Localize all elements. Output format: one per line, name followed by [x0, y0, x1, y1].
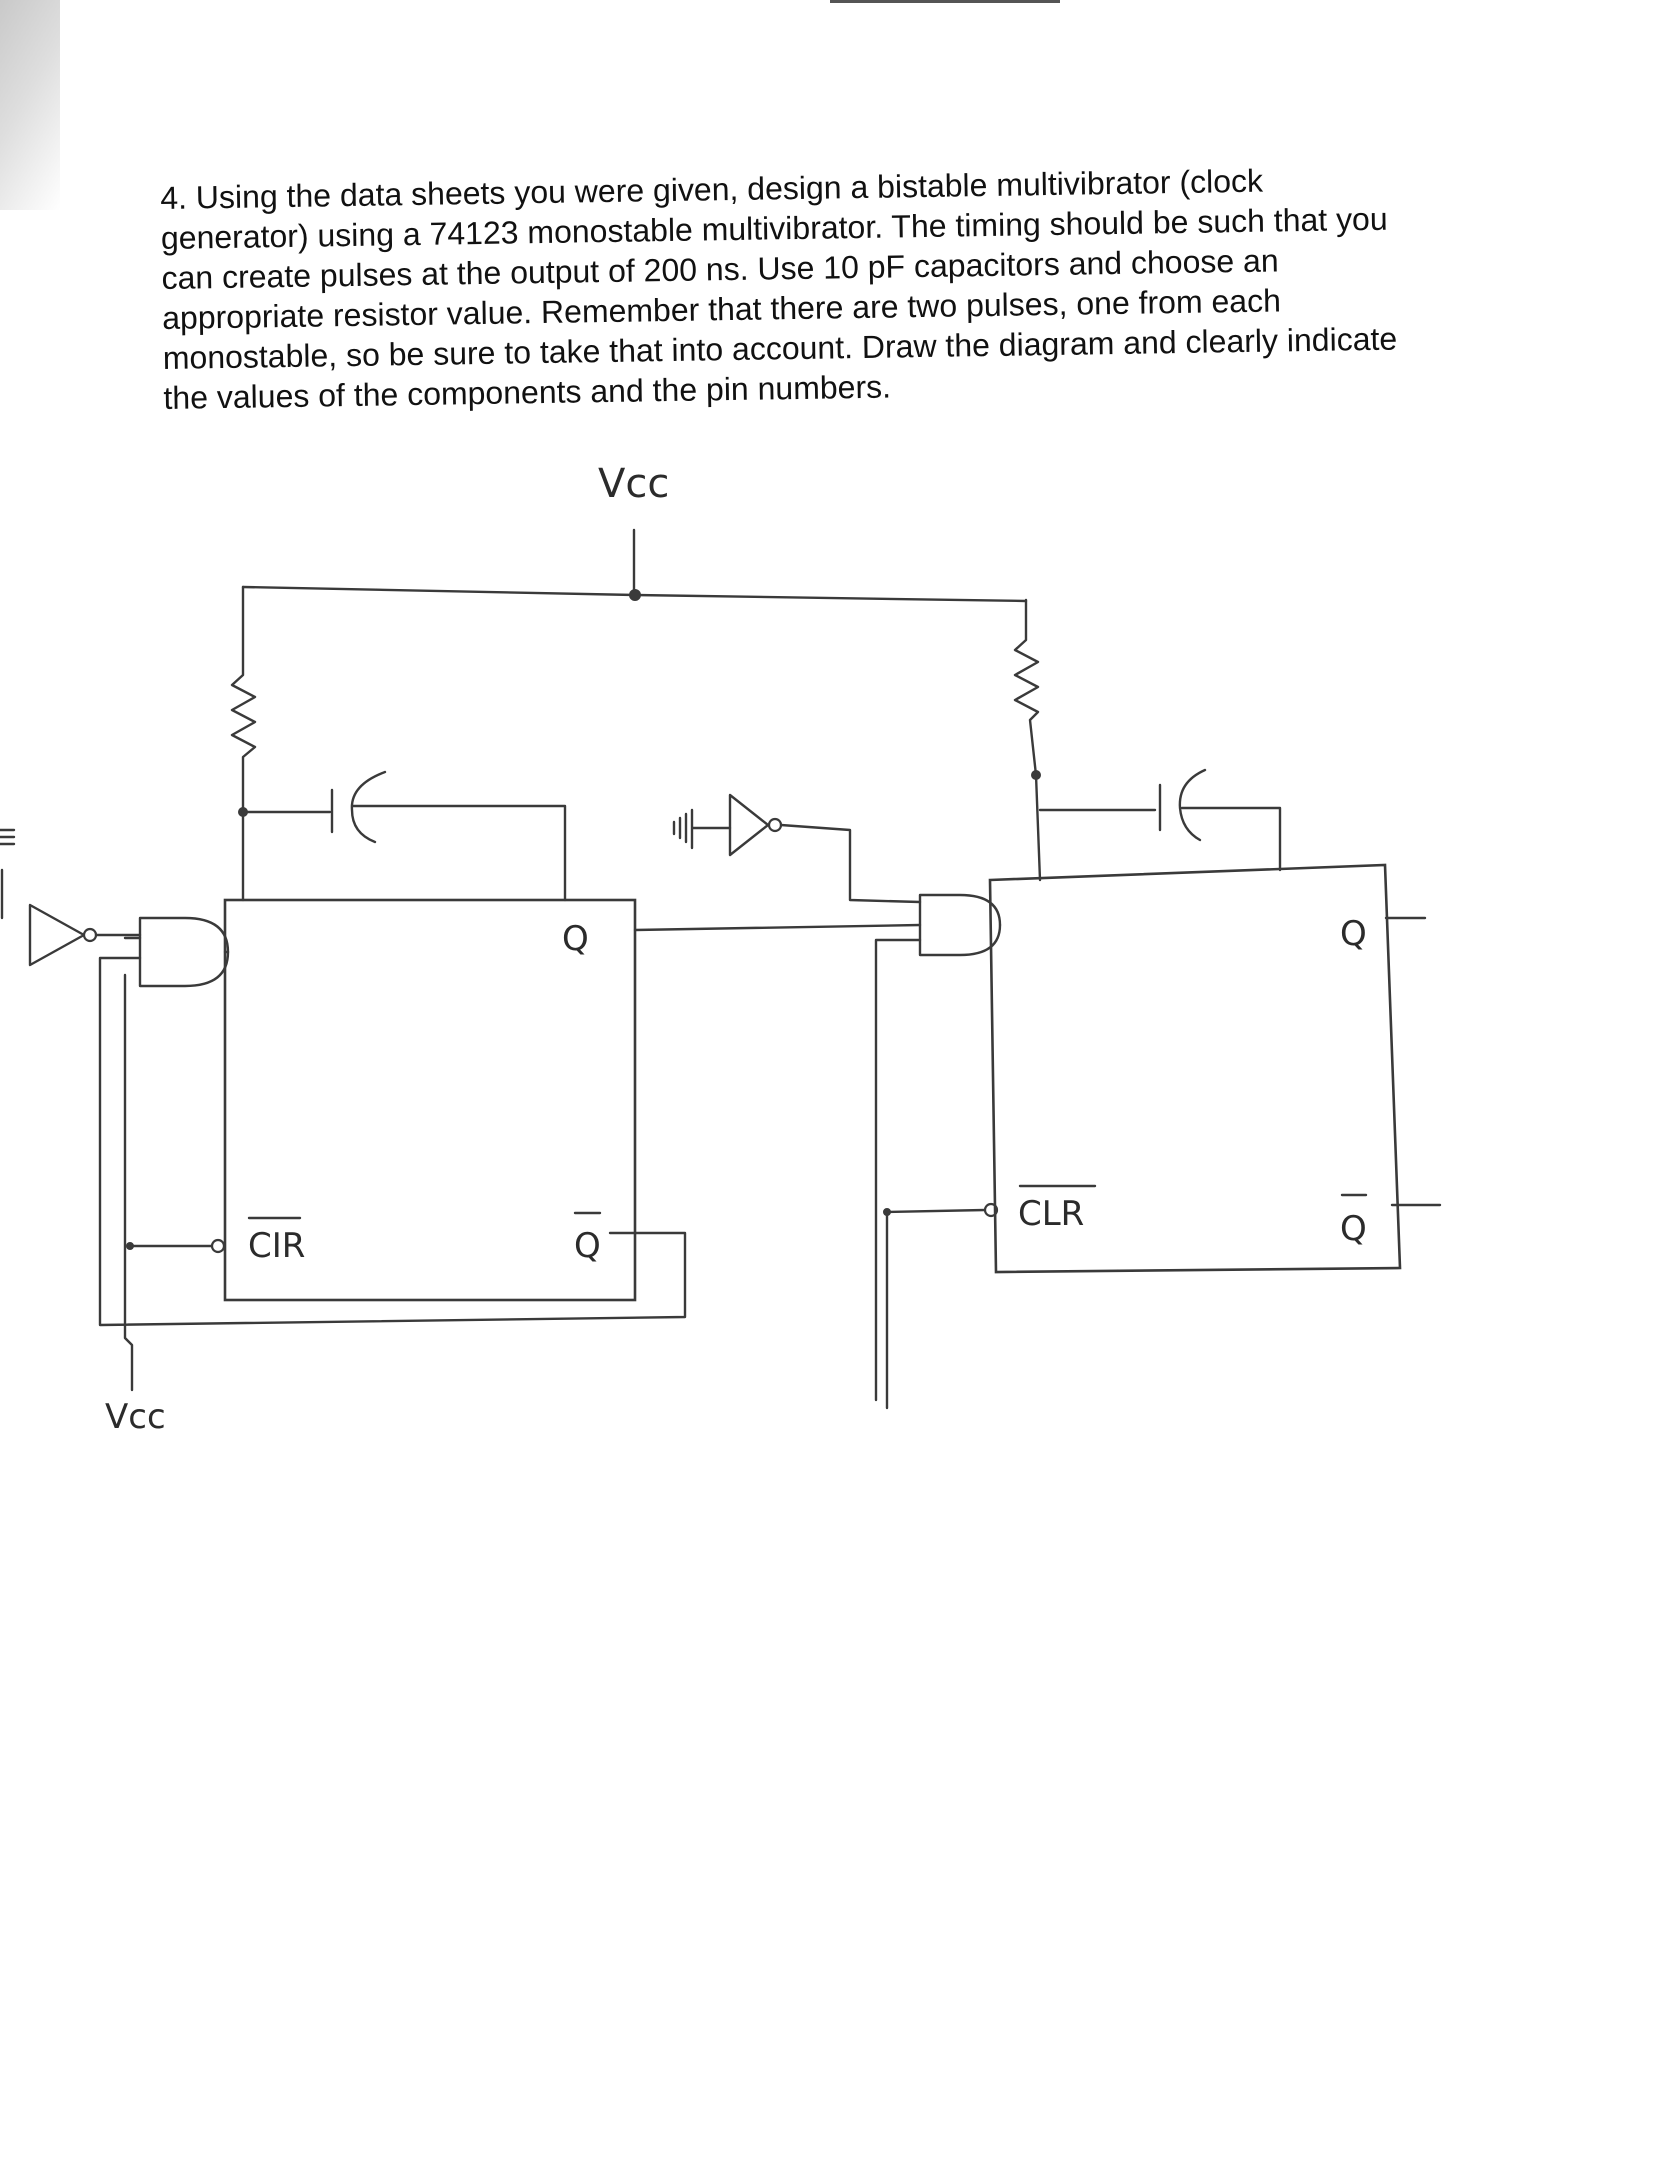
right-q-label: Q: [1340, 914, 1367, 954]
question-line: can create pulses at the output of 200 ns. Use 10 pF capacitors and choose an: [161, 242, 1279, 296]
question-line: monostable, so be sure to take that into account. Draw the diagram and clearly indicate: [162, 320, 1398, 376]
left-and-gate: [140, 918, 228, 986]
vcc-bottom-label: Vcc: [105, 1397, 166, 1437]
left-qbar-feedback-wire: [100, 958, 685, 1325]
left-clear-bubble: [212, 1240, 224, 1252]
left-q-to-right-gate-wire: [635, 925, 920, 930]
right-resistor: [1015, 600, 1038, 775]
right-capacitor-curve: [1180, 770, 1205, 840]
right-rc-wire: [1036, 775, 1040, 880]
left-clear-label: CIR: [248, 1226, 306, 1266]
question-line: the values of the components and the pin numbers.: [163, 368, 892, 416]
left-gate-input-wire: [125, 975, 132, 1390]
left-inverter: [30, 905, 84, 965]
left-clear-junction: [126, 1242, 134, 1250]
middle-inverter-out-wire: [781, 825, 920, 902]
right-clear-label: CLR: [1018, 1194, 1085, 1234]
left-resistor: [232, 587, 255, 812]
left-q-label: Q: [562, 919, 589, 959]
left-qbar-label: Q: [574, 1226, 601, 1266]
vcc-top-label: Vcc: [598, 461, 670, 507]
left-cap-to-q-wire: [352, 806, 565, 900]
question-line: appropriate resistor value. Remember that there are two pulses, one from each: [161, 282, 1282, 336]
left-inverter-bubble: [84, 929, 96, 941]
ground-symbol: [674, 810, 730, 848]
middle-inverter: [730, 795, 768, 855]
right-gate-input-wire: [876, 940, 920, 1400]
left-edge-marks: [0, 830, 14, 918]
middle-inverter-bubble: [769, 819, 781, 831]
right-and-gate: [920, 895, 1000, 955]
right-clear-wire: [887, 1210, 985, 1212]
question-line: generator) using a 74123 monostable multivibrator. The timing should be such that you: [160, 200, 1388, 256]
right-qbar-label: Q: [1340, 1209, 1367, 1249]
question-line: 4. Using the data sheets you were given, design a bistable multivibrator (clock: [160, 162, 1264, 216]
